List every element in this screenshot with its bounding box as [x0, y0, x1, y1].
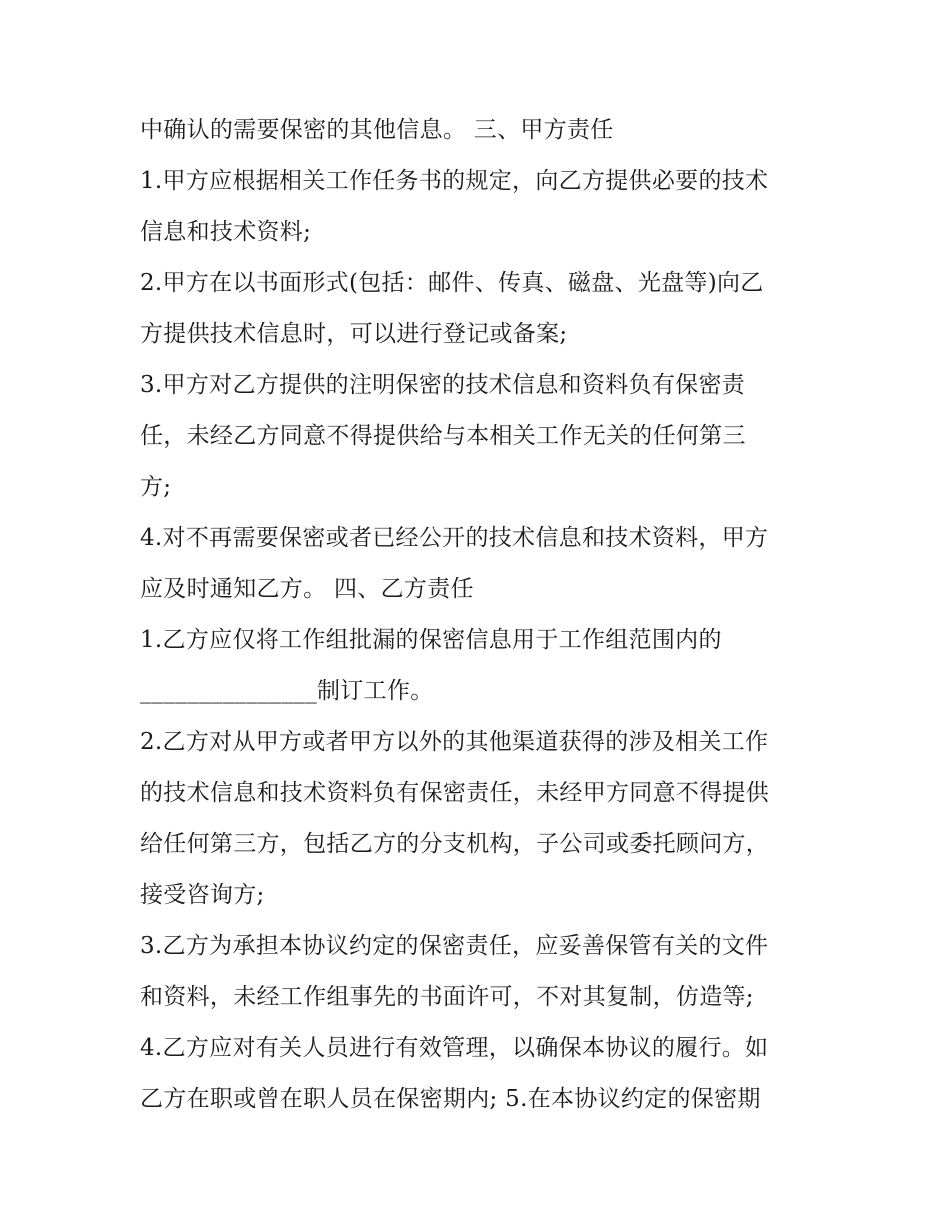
- document-body: [140, 105, 820, 1125]
- text-line: 和资料，未经工作组事先的书面许可，不对其复制，仿造等;: [140, 984, 754, 1010]
- text-line: 方提供技术信息时，可以进行登记或备案;: [140, 321, 568, 347]
- text-line: 乙方在职或曾在职人员在保密期内; 5.在本协议约定的保密期: [140, 1086, 761, 1112]
- text-line: 方;: [140, 474, 172, 500]
- text-line: 1.甲方应根据相关工作任务书的规定，向乙方提供必要的技术: [140, 168, 769, 194]
- text-line: 4.乙方应对有关人员进行有效管理，以确保本协议的履行。如: [140, 1035, 769, 1061]
- text-line: 中确认的需要保密的其他信息。 三、甲方责任: [140, 117, 614, 143]
- text-line: 任，未经乙方同意不得提供给与本相关工作无关的任何第三: [140, 423, 746, 449]
- text-line: 接受咨询方;: [140, 882, 265, 908]
- text-line: _______________制订工作。: [140, 678, 434, 704]
- text-line: 2.甲方在以书面形式(包括：邮件、传真、磁盘、光盘等)向乙: [140, 270, 764, 296]
- text-line: 3.甲方对乙方提供的注明保密的技术信息和资料负有保密责: [140, 372, 746, 398]
- text-line: 4.对不再需要保密或者已经公开的技术信息和技术资料，甲方: [140, 525, 769, 551]
- text-line: 3.乙方为承担本协议约定的保密责任，应妥善保管有关的文件: [140, 933, 769, 959]
- text-line: 给任何第三方，包括乙方的分支机构，子公司或委托顾问方，: [140, 831, 770, 857]
- text-line: 的技术信息和技术资料负有保密责任，未经甲方同意不得提供: [140, 780, 770, 806]
- text-line: 信息和技术资料;: [140, 219, 312, 245]
- text-line: 2.乙方对从甲方或者甲方以外的其他渠道获得的涉及相关工作: [140, 729, 769, 755]
- text-line: 1.乙方应仅将工作组批漏的保密信息用于工作组范围内的: [140, 627, 722, 653]
- text-line: 应及时通知乙方。 四、乙方责任: [140, 576, 474, 602]
